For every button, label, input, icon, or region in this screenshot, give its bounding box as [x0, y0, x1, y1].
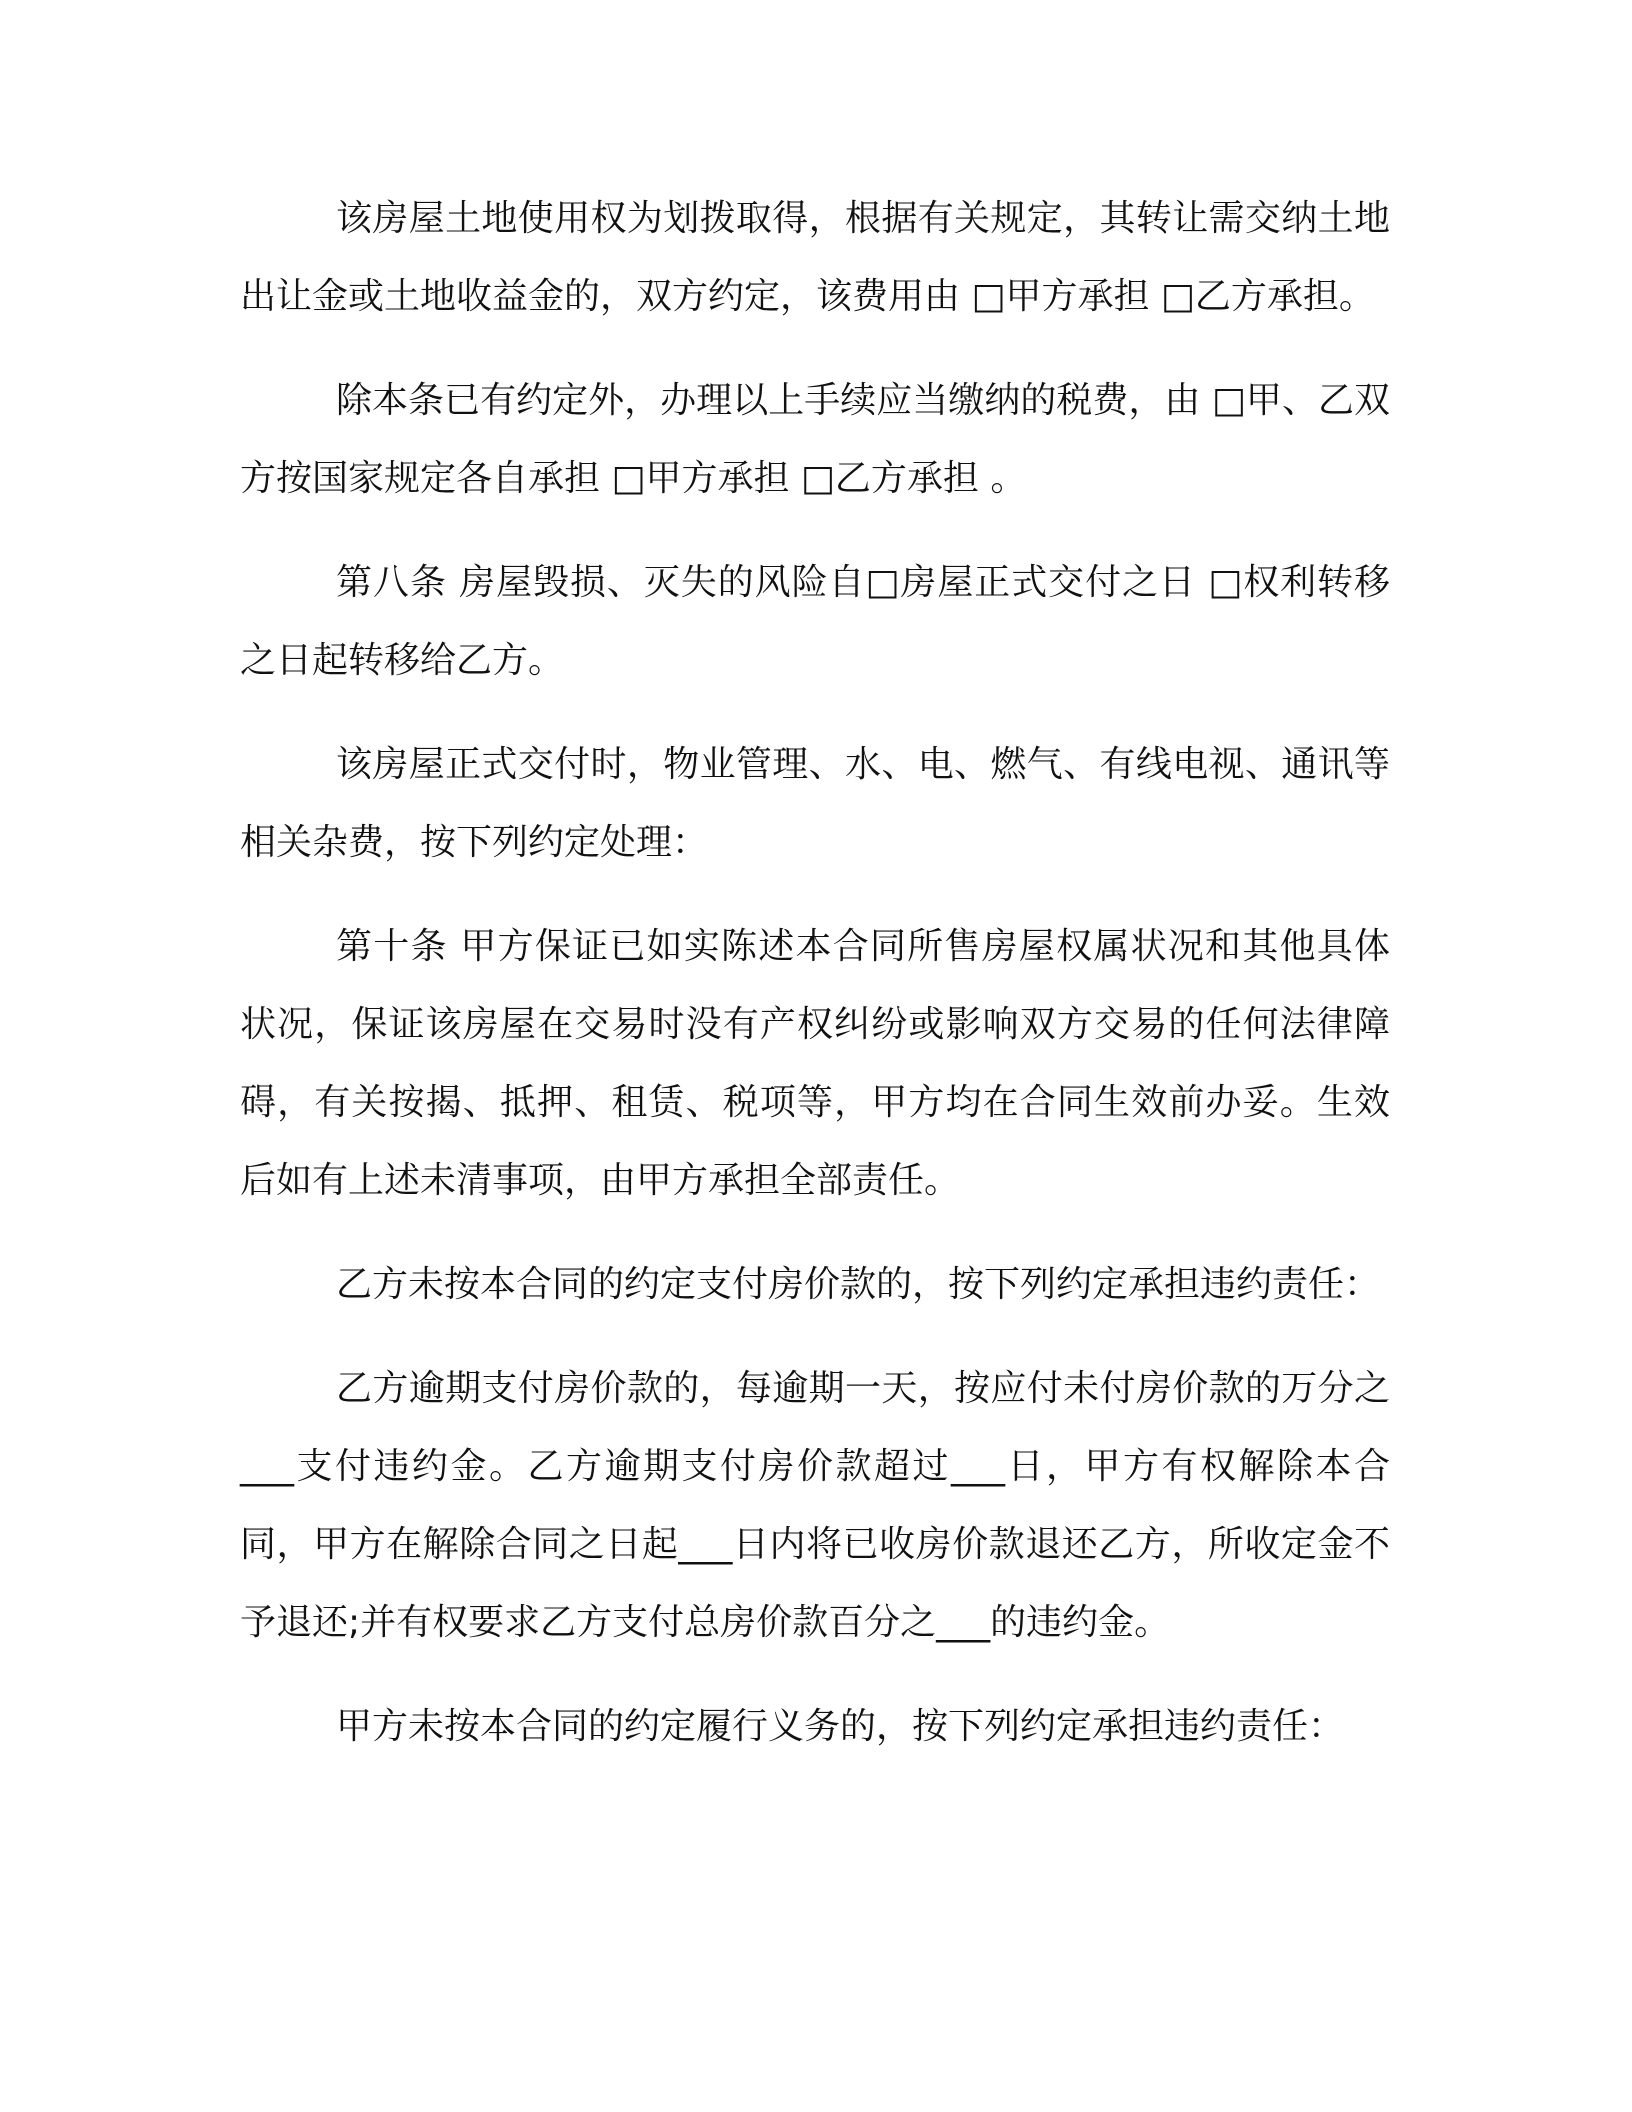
contract-body [240, 180, 1390, 1792]
paragraph-article-10-warranty: 第十条 甲方保证已如实陈述本合同所售房屋权属状况和其他具体状况，保证该房屋在交易时没有产权纠纷或影响双方交易的任何法律障碍，有关按揭、抵押、租赁、税项等，甲方均在合同生效前办妥。生效后如有上述未清事项，由甲方承担全部责任。 [240, 926, 1390, 1201]
paragraph-article-8-risk: 第八条 房屋毁损、灭失的风险自□房屋正式交付之日 □权利转移之日起转移给乙方。 [240, 562, 1390, 681]
paragraph-seller-breach-intro: 甲方未按本合同的约定履行义务的，按下列约定承担违约责任： [336, 1706, 1345, 1747]
paragraph-handover-fees: 该房屋正式交付时，物业管理、水、电、燃气、有线电视、通讯等相关杂费，按下列约定处理： [240, 744, 1390, 863]
paragraph-taxes: 除本条已有约定外，办理以上手续应当缴纳的税费，由 □甲、乙双方按国家规定各自承担 □甲方承担 □乙方承担 。 [240, 380, 1390, 499]
paragraph-buyer-breach-intro: 乙方未按本合同的约定支付房价款的，按下列约定承担违约责任： [336, 1264, 1381, 1305]
paragraph-land-use-fee: 该房屋土地使用权为划拨取得，根据有关规定，其转让需交纳土地出让金或土地收益金的，双方约定，该费用由 □甲方承担 □乙方承担。 [240, 198, 1390, 317]
paragraph-buyer-late-payment: 乙方逾期支付房价款的，每逾期一天，按应付未付房价款的万分之___支付违约金。乙方逾期支付房价款超过___日，甲方有权解除本合同，甲方在解除合同之日起___日内将已收房价款退还乙方，所收定金不予退还;并有权要求乙方支付总房价款百分之___的违约金。 [240, 1368, 1390, 1643]
